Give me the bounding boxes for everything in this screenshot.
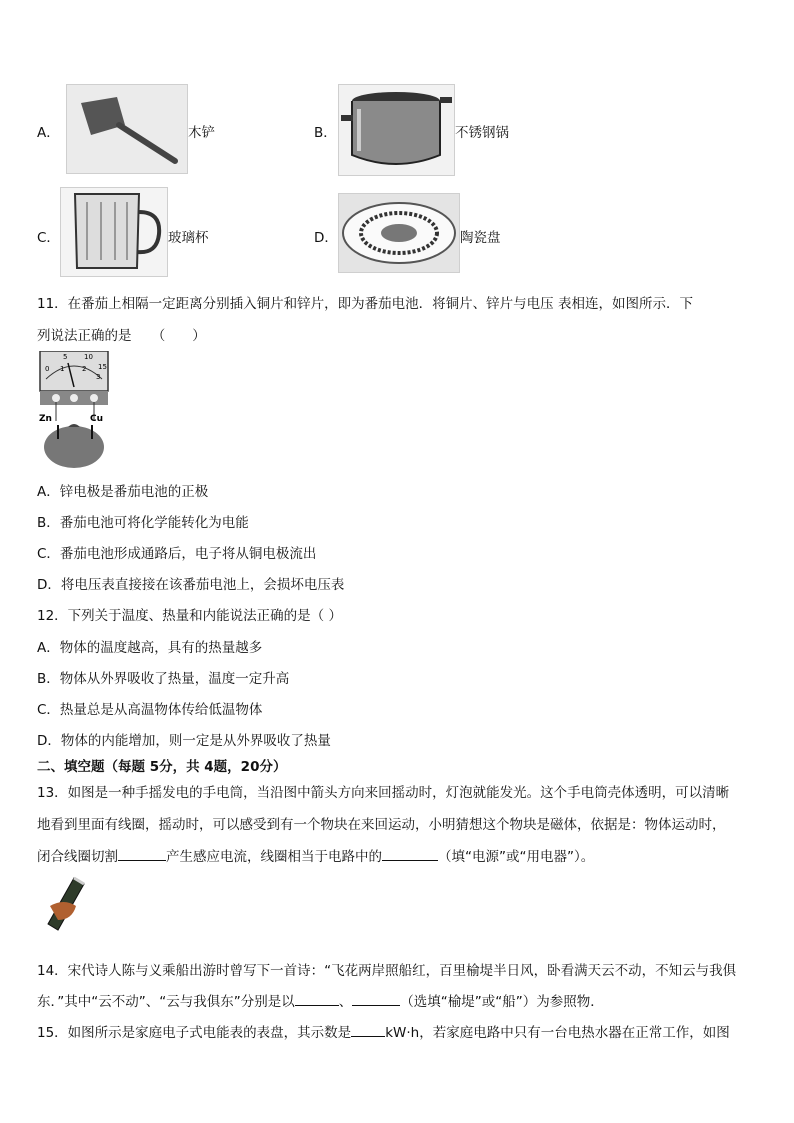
option-d-text: 陶瓷盘 — [460, 230, 501, 246]
q13-line1: 13．如图是一种手摇发电的手电筒，当沿图中箭头方向来回摇动时，灯泡就能发光。这个手电筒壳体透明，可以清晰 — [37, 785, 730, 801]
q11-option-c: C．番茄电池形成通路后，电子将从铜电极流出 — [37, 546, 317, 562]
q13-line3-part-c: （填“电源”或“用电器”）。 — [438, 849, 595, 865]
glass-cup-image — [60, 187, 168, 277]
q14-line2-part-b: 、 — [338, 994, 353, 1010]
option-a-letter: A． — [37, 125, 60, 141]
q14-line2 — [37, 990, 604, 1010]
option-c-text: 玻璃杯 — [168, 230, 209, 246]
q11-option-b: B．番茄电池可将化学能转化为电能 — [37, 515, 249, 531]
voltmeter-scale-3: 3 — [96, 373, 101, 381]
q14-line2-part-c: （选填“榆堤”或“船”）为参照物． — [400, 994, 604, 1010]
q14-line2-part-a: 东．”其中“云不动”、“云与我俱东”分别是以 — [37, 994, 295, 1010]
q12-stem: 12．下列关于温度、热量和内能说法正确的是（ ） — [37, 608, 342, 624]
ceramic-plate-image — [338, 193, 460, 273]
q13-blank-2[interactable] — [382, 847, 438, 862]
voltmeter-scale-10: 10 — [84, 353, 93, 361]
q13-line3 — [37, 845, 594, 865]
option-a-text: 木铲 — [188, 125, 215, 141]
q12-option-c: C．热量总是从高温物体传给低温物体 — [37, 702, 263, 718]
q12-option-a: A．物体的温度越高，具有的热量越多 — [37, 640, 263, 656]
option-b-text: 不锈钢锅 — [455, 125, 509, 141]
section-title: 二、填空题（每题 5分，共 4题，20分） — [37, 759, 287, 775]
q14-blank-2[interactable] — [352, 992, 400, 1007]
voltmeter-scale-0: 0 — [45, 365, 50, 373]
q13-blank-1[interactable] — [118, 847, 166, 862]
voltmeter-scale-5: 5 — [63, 353, 68, 361]
tomato-battery-figure — [38, 351, 110, 469]
voltmeter-scale-2: 2 — [82, 365, 87, 373]
q15-line1 — [37, 1021, 730, 1041]
q11-stem-line1: 11．在番茄上相隔一定距离分别插入铜片和锌片，即为番茄电池．将铜片、锌片与电压 表相连，如图所示．下 — [37, 296, 693, 312]
voltmeter-scale-1: 1 — [60, 365, 65, 373]
q11-option-d: D．将电压表直接接在该番茄电池上，会损坏电压表 — [37, 577, 345, 593]
q15-line1-part-b: kW·h，若家庭电路中只有一台电热水器在正常工作，如图 — [385, 1025, 730, 1041]
voltmeter-scale-15: 15 — [98, 363, 107, 371]
q15-line1-part-a: 15．如图所示是家庭电子式电能表的表盘，其示数是 — [37, 1025, 352, 1041]
copper-label: Cu — [90, 414, 104, 424]
q13-line2: 地看到里面有线圈，摇动时，可以感受到有一个物块在来回运动，小明猜想这个物块是磁体，依据是：物体运动时， — [37, 817, 726, 833]
q12-option-d: D．物体的内能增加，则一定是从外界吸收了热量 — [37, 733, 331, 749]
wooden-spatula-image — [66, 84, 188, 174]
q11-stem-line2: 列说法正确的是 （ ） — [37, 328, 206, 344]
option-d-letter: D． — [314, 230, 338, 246]
q14-line1: 14．宋代诗人陈与义乘船出游时曾写下一首诗：“飞花两岸照船红，百里榆堤半日风，卧看满天云不动，不知云与我俱 — [37, 963, 737, 979]
q13-line3-part-a: 闭合线圈切割 — [37, 849, 118, 865]
q12-option-b: B．物体从外界吸收了热量，温度一定升高 — [37, 671, 290, 687]
option-b-letter: B． — [314, 125, 337, 141]
q14-blank-1[interactable] — [295, 992, 339, 1007]
option-c-letter: C． — [37, 230, 60, 246]
q13-line3-part-b: 产生感应电流，线圈相当于电路中的 — [166, 849, 382, 865]
steel-pot-image — [338, 84, 455, 176]
zinc-label: Zn — [39, 414, 52, 424]
hand-crank-flashlight-image — [44, 876, 88, 934]
q15-blank-1[interactable] — [351, 1023, 385, 1038]
q11-option-a: A．锌电极是番茄电池的正极 — [37, 484, 209, 500]
